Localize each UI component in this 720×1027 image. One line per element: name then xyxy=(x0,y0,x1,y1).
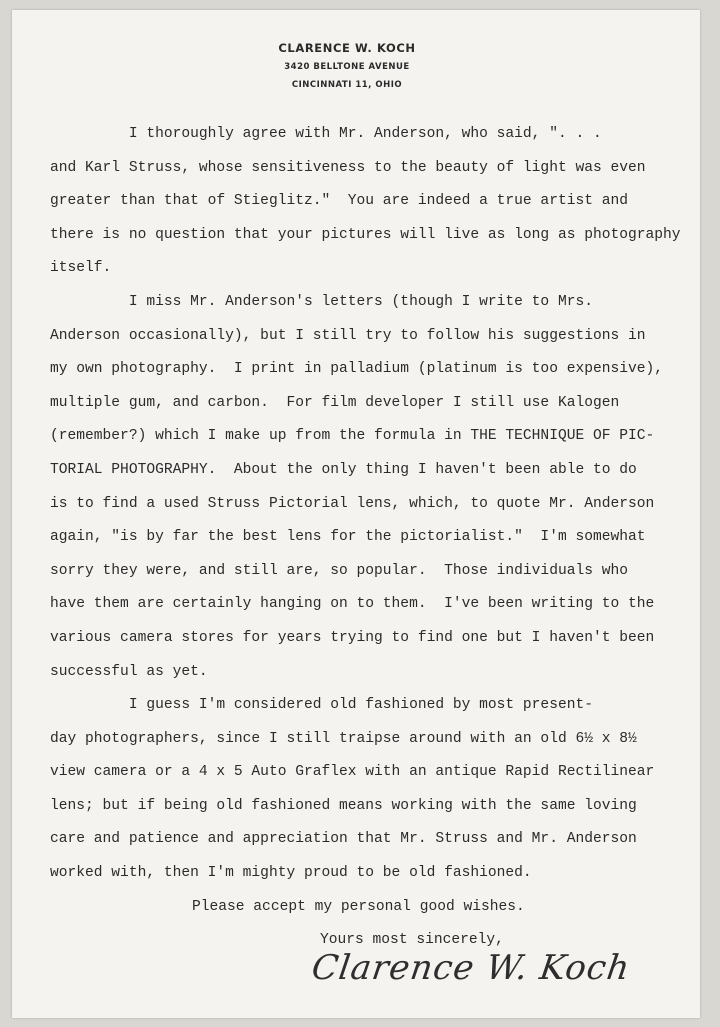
letter-line: greater than that of Stieglitz." You are indeed a true artist and xyxy=(50,193,629,210)
letter-line: worked with, then I'm mighty proud to be old fashioned. xyxy=(50,865,532,882)
letter-line: day photographers, since I still traipse around with an old 6½ x 8½ xyxy=(50,730,637,747)
letter-line: and Karl Struss, whose sensitiveness to the beauty of light was even xyxy=(50,159,646,176)
letterhead-address-city: CINCINNATI 11, OHIO xyxy=(291,80,403,90)
letter-line: I thoroughly agree with Mr. Anderson, who said, ". . . xyxy=(50,126,602,142)
letterhead-address-street: 3420 BELLTONE AVENUE xyxy=(284,62,410,72)
valediction: Yours most sincerely, xyxy=(320,932,504,949)
letter-line: I miss Mr. Anderson's letters (though I write to Mrs. xyxy=(50,293,593,310)
letter-line: care and patience and appreciation that Mr. Struss and Mr. Anderson xyxy=(50,831,637,848)
handwritten-signature: Clarence W. Koch xyxy=(309,948,633,988)
letter-line: I guess I'm considered old fashioned by most present- xyxy=(50,697,593,714)
letter-line: my own photography. I print in palladium (platinum is too expensive), xyxy=(50,361,664,378)
letter-line: have them are certainly hanging on to them. I've been writing to the xyxy=(50,596,655,613)
letter-line: (remember?) which I make up from the formula in THE TECHNIQUE OF PIC- xyxy=(50,428,655,445)
letter-line: various camera stores for years trying to find one but I haven't been xyxy=(50,629,655,646)
letter-line: Anderson occasionally), but I still try to follow his suggestions in xyxy=(50,327,646,344)
letter-line: itself. xyxy=(50,260,112,277)
letter-line: TORIAL PHOTOGRAPHY. About the only thing I haven't been able to do xyxy=(50,461,637,478)
closing-line: Please accept my personal good wishes. xyxy=(192,898,525,915)
letter-line: sorry they were, and still are, so popular. Those individuals who xyxy=(50,562,629,579)
letter-line: again, "is by far the best lens for the pictorialist." I'm somewhat xyxy=(50,529,646,546)
letter-line: lens; but if being old fashioned means working with the same loving xyxy=(50,797,637,814)
letterhead xyxy=(12,38,682,94)
letter-line: multiple gum, and carbon. For film developer I still use Kalogen xyxy=(50,394,620,411)
letter-sheet xyxy=(12,10,700,1018)
letter-body xyxy=(50,118,710,958)
letter-line: there is no question that your pictures will live as long as photography xyxy=(50,226,681,243)
letterhead-name: CLARENCE W. KOCH xyxy=(278,41,416,55)
letter-line: is to find a used Struss Pictorial lens, which, to quote Mr. Anderson xyxy=(50,495,655,512)
letter-line: successful as yet. xyxy=(50,663,208,680)
letter-line: view camera or a 4 x 5 Auto Graflex with an antique Rapid Rectilinear xyxy=(50,764,655,781)
